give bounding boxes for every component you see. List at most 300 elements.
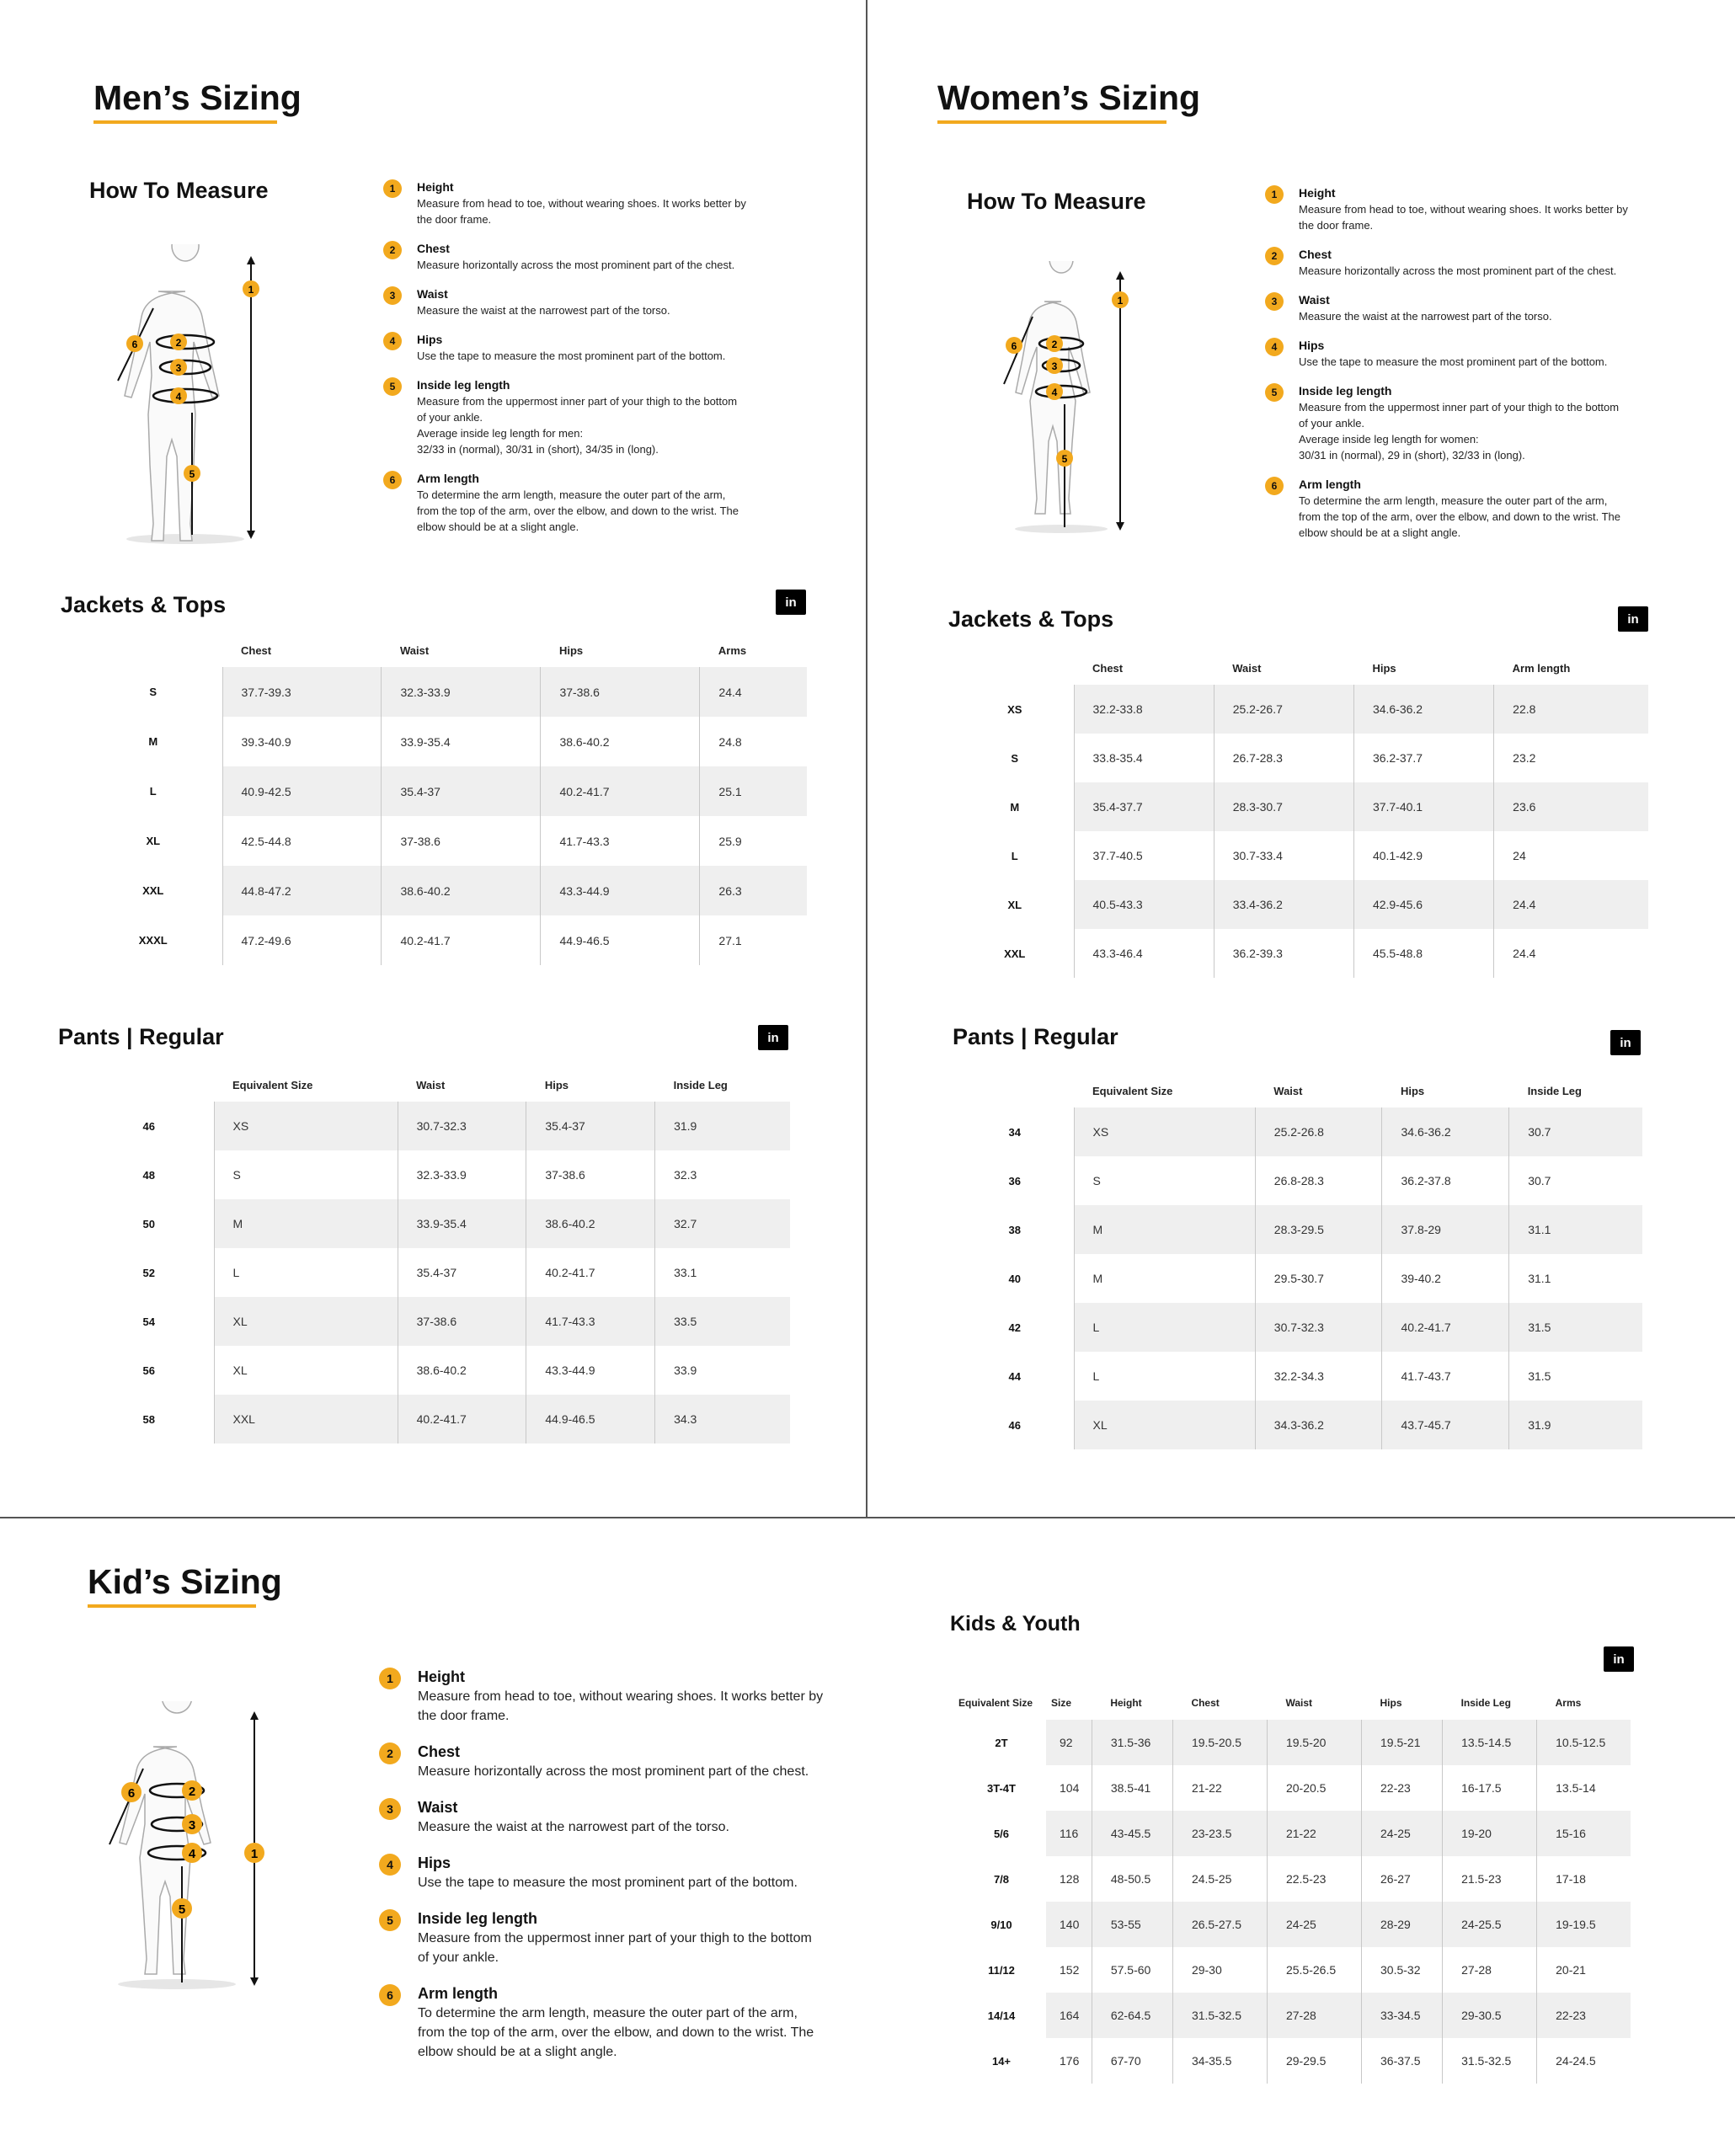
womens-measure-height	[1265, 185, 1661, 233]
table-row	[84, 1297, 790, 1346]
column-header: Hips	[1380, 1697, 1402, 1709]
table-cell: 34.3-36.2	[1255, 1401, 1382, 1449]
measure-desc: Use the tape to measure the most prominent part of the bottom.	[417, 350, 726, 362]
table-cell: 33.4-36.2	[1214, 880, 1353, 929]
kids-title-underline	[88, 1604, 256, 1608]
table-cell: 43.3-44.9	[541, 866, 700, 915]
svg-text:3: 3	[1051, 360, 1058, 372]
table-cell: 21-22	[1172, 1765, 1267, 1811]
table-cell: XL	[214, 1297, 398, 1346]
table-cell: 33.1	[655, 1248, 790, 1297]
mens-title-underline	[93, 120, 277, 124]
kids-measure-chest	[379, 1742, 834, 1781]
table-cell: 24.4	[1494, 880, 1648, 929]
svg-text:1: 1	[1117, 295, 1124, 307]
measure-title: Inside leg length	[1299, 384, 1392, 398]
table-cell: 31.5	[1509, 1352, 1642, 1401]
mens-pants-heading: Pants | Regular	[58, 1024, 224, 1049]
measure-desc: Measure the waist at the narrowest part of the torso.	[418, 1820, 729, 1834]
table-cell: 24.4	[700, 667, 807, 717]
kids-measure-inside-leg	[379, 1909, 834, 1967]
table-cell: M	[214, 1199, 398, 1248]
mens-measure-inside-leg	[383, 377, 771, 457]
womens-pants-unit-toggle[interactable]: in	[1610, 1030, 1641, 1055]
column-header: Hips	[558, 643, 584, 657]
column-header: Waist	[1285, 1697, 1313, 1709]
table-cell: 36-37.5	[1362, 2038, 1443, 2084]
column-header-corner	[84, 633, 222, 667]
num-badge: 4	[379, 1854, 401, 1876]
table-cell: 30.7	[1509, 1107, 1642, 1156]
measure-title: Waist	[418, 1799, 458, 1816]
womens-jackets-table	[956, 651, 1648, 978]
kids-title: Kid’s Sizing	[88, 1562, 282, 1601]
table-row	[84, 1395, 790, 1444]
table-row	[956, 734, 1648, 782]
table-cell: 41.7-43.3	[526, 1297, 655, 1346]
measure-desc: Measure horizontally across the most prominent part of the chest.	[417, 259, 735, 271]
table-cell: 21-22	[1267, 1811, 1361, 1856]
table-cell: 38.5-41	[1092, 1765, 1172, 1811]
table-cell: 22.5-23	[1267, 1856, 1361, 1902]
kids-measure-arm	[379, 1984, 834, 2062]
measure-title: Arm length	[1299, 478, 1361, 491]
table-cell: 31.5-36	[1092, 1720, 1172, 1765]
womens-measure-list	[1265, 185, 1661, 541]
table-row	[957, 1765, 1631, 1811]
table-cell: 31.5-32.5	[1443, 2038, 1537, 2084]
table-cell: 37-38.6	[398, 1297, 526, 1346]
table-cell: 37-38.6	[526, 1150, 655, 1199]
mens-how-to-measure-heading: How To Measure	[89, 178, 269, 203]
measure-title: Hips	[418, 1854, 451, 1871]
womens-measure-arm	[1265, 477, 1661, 541]
column-header: Inside Leg	[1527, 1084, 1582, 1097]
mens-measure-height	[383, 179, 771, 227]
svg-text:5: 5	[189, 468, 195, 480]
table-row	[956, 685, 1648, 734]
row-label: 2T	[957, 1720, 1046, 1765]
measure-title: Arm length	[418, 1985, 499, 2002]
table-cell: 32.3-33.9	[382, 667, 541, 717]
table-cell: 67-70	[1092, 2038, 1172, 2084]
table-cell: 34.6-36.2	[1382, 1107, 1509, 1156]
womens-jackets-heading: Jackets & Tops	[948, 606, 1114, 632]
mens-measure-list	[383, 179, 771, 535]
table-cell: 10.5-12.5	[1537, 1720, 1631, 1765]
measure-title: Waist	[417, 287, 448, 301]
row-label: 58	[84, 1395, 214, 1444]
column-header: Equivalent Size	[958, 1697, 1033, 1709]
table-cell: XL	[1074, 1401, 1255, 1449]
table-cell: 43.7-45.7	[1382, 1401, 1509, 1449]
table-cell: 23.6	[1494, 782, 1648, 831]
table-cell: 19-20	[1443, 1811, 1537, 1856]
mens-pants-table	[84, 1068, 790, 1444]
svg-text:6: 6	[131, 339, 138, 350]
table-row	[84, 1248, 790, 1297]
table-header-row	[956, 651, 1648, 685]
row-label: 14+	[957, 2038, 1046, 2084]
table-cell: 21.5-23	[1443, 1856, 1537, 1902]
kids-measure-waist	[379, 1798, 834, 1837]
table-cell: 34-35.5	[1172, 2038, 1267, 2084]
table-cell: 32.2-33.8	[1074, 685, 1214, 734]
table-cell: 28-29	[1362, 1902, 1443, 1947]
num-badge: 6	[379, 1984, 401, 2006]
table-cell: 38.6-40.2	[541, 717, 700, 766]
row-label: XS	[956, 685, 1074, 734]
table-cell: 30.7-32.3	[398, 1102, 526, 1150]
mens-measure-hips	[383, 332, 771, 364]
table-cell: 28.3-30.7	[1214, 782, 1353, 831]
table-header-row	[957, 1686, 1631, 1720]
row-label: 42	[956, 1303, 1074, 1352]
num-badge: 3	[379, 1798, 401, 1820]
table-cell: 29-29.5	[1267, 2038, 1361, 2084]
table-row	[84, 1102, 790, 1150]
table-row	[956, 880, 1648, 929]
table-cell: 27-28	[1443, 1947, 1537, 1993]
svg-text:4: 4	[1051, 387, 1058, 398]
table-cell: XXL	[214, 1395, 398, 1444]
measure-desc: Measure from the uppermost inner part of your thigh to the bottom of your ankle. Average inside leg length for men: 32/33 in (normal), 30/31 in (short), 34/35 in (long).	[417, 395, 738, 456]
table-cell: 15-16	[1537, 1811, 1631, 1856]
table-cell: 32.3-33.9	[398, 1150, 526, 1199]
row-label: XL	[84, 816, 222, 866]
table-cell: 26-27	[1362, 1856, 1443, 1902]
table-row	[956, 1401, 1642, 1449]
table-cell: 30.5-32	[1362, 1947, 1443, 1993]
measure-desc: Measure from the uppermost inner part of your thigh to the bottom of your ankle.	[418, 1931, 812, 1965]
measure-desc: To determine the arm length, measure the outer part of the arm, from the top of the arm, over the elbow, and down to the wrist. The elbow should be at a slight angle.	[417, 488, 739, 533]
measure-desc: To determine the arm length, measure the outer part of the arm, from the top of the arm, over the elbow, and down to the wrist. The elbow should be at a slight angle.	[418, 2006, 814, 2059]
table-row	[956, 929, 1648, 978]
column-header: Chest	[1191, 1697, 1220, 1709]
table-cell: 36.2-37.8	[1382, 1156, 1509, 1205]
table-cell: 27.1	[700, 915, 807, 965]
table-cell: L	[1074, 1352, 1255, 1401]
mens-pants-unit-toggle[interactable]: in	[758, 1025, 788, 1050]
row-label: S	[956, 734, 1074, 782]
svg-text:2: 2	[175, 337, 182, 349]
table-cell: 40.2-41.7	[541, 766, 700, 816]
row-label: 56	[84, 1346, 214, 1395]
table-cell: 19.5-21	[1362, 1720, 1443, 1765]
table-cell: 39.3-40.9	[222, 717, 382, 766]
table-row	[956, 1303, 1642, 1352]
table-cell: 20-21	[1537, 1947, 1631, 1993]
table-row	[84, 1150, 790, 1199]
womens-measure-inside-leg	[1265, 383, 1661, 463]
row-label: 48	[84, 1150, 214, 1199]
num-badge: 5	[379, 1909, 401, 1931]
svg-text:5: 5	[1061, 453, 1068, 465]
table-cell: 33.9	[655, 1346, 790, 1395]
svg-text:1: 1	[248, 284, 254, 296]
table-cell: M	[1074, 1205, 1255, 1254]
num-badge: 2	[1265, 247, 1284, 265]
num-badge: 5	[1265, 383, 1284, 402]
measure-desc: Measure from head to toe, without wearing shoes. It works better by the door frame.	[1299, 203, 1628, 232]
table-cell: 41.7-43.3	[541, 816, 700, 866]
table-cell: 38.6-40.2	[526, 1199, 655, 1248]
column-header: Hips	[1372, 661, 1396, 675]
column-header: Chest	[241, 643, 272, 657]
table-cell: 31.1	[1509, 1205, 1642, 1254]
column-header: Inside Leg	[673, 1078, 728, 1091]
table-row	[956, 831, 1648, 880]
table-cell: 24.5-25	[1172, 1856, 1267, 1902]
table-cell: 31.5-32.5	[1172, 1993, 1267, 2038]
table-cell: 48-50.5	[1092, 1856, 1172, 1902]
num-badge: 2	[383, 241, 402, 259]
table-cell: 44.9-46.5	[541, 915, 700, 965]
measure-title: Chest	[1299, 248, 1332, 261]
column-header: Equivalent Size	[232, 1078, 313, 1091]
table-cell: 32.7	[655, 1199, 790, 1248]
row-label: 40	[956, 1254, 1074, 1303]
kids-measure-hips	[379, 1854, 834, 1892]
table-cell: 36.2-39.3	[1214, 929, 1353, 978]
table-cell: 33-34.5	[1362, 1993, 1443, 2038]
row-label: 7/8	[957, 1856, 1046, 1902]
row-label: 54	[84, 1297, 214, 1346]
table-cell: 43.3-44.9	[526, 1346, 655, 1395]
table-cell: 24	[1494, 831, 1648, 880]
table-cell: 24-25.5	[1443, 1902, 1537, 1947]
womens-title-underline	[937, 120, 1166, 124]
measure-desc: Measure the waist at the narrowest part of the torso.	[417, 304, 670, 317]
svg-text:6: 6	[1011, 340, 1017, 352]
row-label: 14/14	[957, 1993, 1046, 2038]
table-row	[84, 816, 807, 866]
table-cell: 16-17.5	[1443, 1765, 1537, 1811]
table-cell: 26.5-27.5	[1172, 1902, 1267, 1947]
mens-measure-chest	[383, 241, 771, 273]
measure-desc: Measure from head to toe, without wearing shoes. It works better by the door frame.	[417, 197, 746, 226]
row-label: 11/12	[957, 1947, 1046, 1993]
svg-text:2: 2	[1051, 339, 1058, 350]
table-cell: L	[214, 1248, 398, 1297]
row-label: XXL	[84, 866, 222, 915]
table-cell: 104	[1046, 1765, 1092, 1811]
womens-how-to-measure-heading: How To Measure	[967, 189, 1146, 214]
table-row	[956, 1156, 1642, 1205]
table-cell: 24.4	[1494, 929, 1648, 978]
table-cell: 40.5-43.3	[1074, 880, 1214, 929]
column-header: Inside Leg	[1460, 1697, 1511, 1709]
row-label: 36	[956, 1156, 1074, 1205]
table-cell: 44.9-46.5	[526, 1395, 655, 1444]
table-row	[956, 1205, 1642, 1254]
table-cell: 42.5-44.8	[222, 816, 382, 866]
mens-body-figure	[101, 244, 286, 547]
table-row	[957, 1856, 1631, 1902]
num-badge: 3	[1265, 292, 1284, 311]
measure-title: Chest	[417, 242, 450, 255]
table-cell: 38.6-40.2	[398, 1346, 526, 1395]
table-cell: 32.2-34.3	[1255, 1352, 1382, 1401]
row-label: L	[956, 831, 1074, 880]
table-cell: 31.5	[1509, 1303, 1642, 1352]
row-label: 52	[84, 1248, 214, 1297]
table-row	[84, 667, 807, 717]
mens-jackets-table	[84, 633, 807, 965]
measure-desc: Measure from head to toe, without wearing shoes. It works better by the door frame.	[418, 1689, 824, 1723]
table-cell: 33.9-35.4	[382, 717, 541, 766]
table-cell: 30.7	[1509, 1156, 1642, 1205]
row-label: XXL	[956, 929, 1074, 978]
table-header-row	[956, 1074, 1642, 1107]
table-cell: 116	[1046, 1811, 1092, 1856]
column-header: Waist	[1273, 1084, 1303, 1097]
measure-desc: To determine the arm length, measure the outer part of the arm, from the top of the arm, over the elbow, and down to the wrist. The elbow should be at a slight angle.	[1299, 494, 1621, 539]
table-cell: 37.8-29	[1382, 1205, 1509, 1254]
kids-body-figure	[93, 1701, 286, 1996]
table-cell: 92	[1046, 1720, 1092, 1765]
table-cell: 25.5-26.5	[1267, 1947, 1361, 1993]
table-cell: 25.9	[700, 816, 807, 866]
kids-measure-height	[379, 1668, 834, 1726]
table-cell: S	[214, 1150, 398, 1199]
table-cell: 28.3-29.5	[1255, 1205, 1382, 1254]
num-badge: 4	[383, 332, 402, 350]
mens-jackets-unit-toggle[interactable]: in	[776, 590, 806, 615]
womens-body-figure	[994, 261, 1145, 539]
table-cell: 32.3	[655, 1150, 790, 1199]
column-header: Arms	[1555, 1697, 1582, 1709]
num-badge: 6	[383, 471, 402, 489]
table-row	[956, 782, 1648, 831]
column-header: Waist	[416, 1078, 446, 1091]
womens-title: Women’s Sizing	[937, 78, 1201, 117]
measure-desc: Measure horizontally across the most prominent part of the chest.	[418, 1764, 809, 1779]
table-cell: 47.2-49.6	[222, 915, 382, 965]
table-row	[957, 1993, 1631, 2038]
table-cell: 40.2-41.7	[1382, 1303, 1509, 1352]
table-cell: 40.9-42.5	[222, 766, 382, 816]
row-label: L	[84, 766, 222, 816]
table-cell: 31.9	[1509, 1401, 1642, 1449]
table-cell: 26.7-28.3	[1214, 734, 1353, 782]
measure-title: Waist	[1299, 293, 1330, 307]
table-cell: 23-23.5	[1172, 1811, 1267, 1856]
womens-measure-hips	[1265, 338, 1661, 370]
table-row	[957, 1902, 1631, 1947]
svg-text:4: 4	[175, 391, 182, 403]
table-cell: 34.6-36.2	[1353, 685, 1493, 734]
table-row	[957, 1720, 1631, 1765]
column-header-corner	[956, 651, 1074, 685]
svg-text:3: 3	[175, 362, 182, 374]
row-label: 34	[956, 1107, 1074, 1156]
num-badge: 2	[379, 1742, 401, 1764]
measure-title: Hips	[1299, 339, 1325, 352]
mens-measure-arm	[383, 471, 771, 535]
measure-title: Hips	[417, 333, 443, 346]
table-cell: 20-20.5	[1267, 1765, 1361, 1811]
table-cell: 35.4-37	[398, 1248, 526, 1297]
table-cell: 26.8-28.3	[1255, 1156, 1382, 1205]
table-cell: 53-55	[1092, 1902, 1172, 1947]
table-cell: 22.8	[1494, 685, 1648, 734]
row-label: M	[84, 717, 222, 766]
kids-youth-unit-toggle[interactable]: in	[1604, 1646, 1634, 1672]
table-row	[84, 717, 807, 766]
table-cell: 29-30	[1172, 1947, 1267, 1993]
row-label: M	[956, 782, 1074, 831]
table-cell: 37-38.6	[382, 816, 541, 866]
table-cell: 38.6-40.2	[382, 866, 541, 915]
table-cell: 36.2-37.7	[1353, 734, 1493, 782]
column-header: Size	[1051, 1697, 1072, 1709]
table-cell: 37.7-40.5	[1074, 831, 1214, 880]
row-label: XL	[956, 880, 1074, 929]
table-cell: 176	[1046, 2038, 1092, 2084]
table-cell: 22-23	[1362, 1765, 1443, 1811]
kids-youth-table	[957, 1686, 1631, 2084]
table-cell: M	[1074, 1254, 1255, 1303]
mens-jackets-heading: Jackets & Tops	[61, 592, 227, 617]
womens-jackets-unit-toggle[interactable]: in	[1618, 606, 1648, 632]
table-row	[957, 1811, 1631, 1856]
table-cell: 30.7-32.3	[1255, 1303, 1382, 1352]
table-row	[84, 1346, 790, 1395]
table-cell: 27-28	[1267, 1993, 1361, 2038]
svg-text:5: 5	[178, 1903, 186, 1917]
row-label: 9/10	[957, 1902, 1046, 1947]
row-label: 46	[956, 1401, 1074, 1449]
table-cell: 30.7-33.4	[1214, 831, 1353, 880]
table-cell: 40.2-41.7	[398, 1395, 526, 1444]
table-row	[956, 1254, 1642, 1303]
row-label: 38	[956, 1205, 1074, 1254]
table-cell: 57.5-60	[1092, 1947, 1172, 1993]
row-label: XXXL	[84, 915, 222, 965]
table-cell: 41.7-43.7	[1382, 1352, 1509, 1401]
table-cell: 22-23	[1537, 1993, 1631, 2038]
table-cell: 29-30.5	[1443, 1993, 1537, 2038]
svg-text:1: 1	[250, 1847, 259, 1861]
kids-measure-list	[379, 1668, 834, 2062]
table-cell: 43-45.5	[1092, 1811, 1172, 1856]
table-cell: 35.4-37	[526, 1102, 655, 1150]
table-cell: 26.3	[700, 866, 807, 915]
column-header: Hips	[544, 1078, 569, 1091]
row-label: 46	[84, 1102, 214, 1150]
table-cell: XL	[214, 1346, 398, 1395]
column-header: Chest	[1092, 661, 1124, 675]
num-badge: 1	[1265, 185, 1284, 204]
table-cell: 34.3	[655, 1395, 790, 1444]
row-label: S	[84, 667, 222, 717]
measure-title: Height	[1299, 186, 1336, 200]
table-cell: 39-40.2	[1382, 1254, 1509, 1303]
measure-desc: Measure horizontally across the most prominent part of the chest.	[1299, 264, 1617, 277]
column-header: Height	[1110, 1697, 1142, 1709]
table-cell: 35.4-37	[382, 766, 541, 816]
womens-pants-heading: Pants | Regular	[953, 1024, 1118, 1049]
table-cell: 23.2	[1494, 734, 1648, 782]
column-header: Waist	[1232, 661, 1262, 675]
table-cell: 33.8-35.4	[1074, 734, 1214, 782]
column-header: Equivalent Size	[1092, 1084, 1173, 1097]
mens-title: Men’s Sizing	[93, 78, 302, 117]
table-cell: L	[1074, 1303, 1255, 1352]
table-row	[84, 1199, 790, 1248]
table-cell: 40.1-42.9	[1353, 831, 1493, 880]
